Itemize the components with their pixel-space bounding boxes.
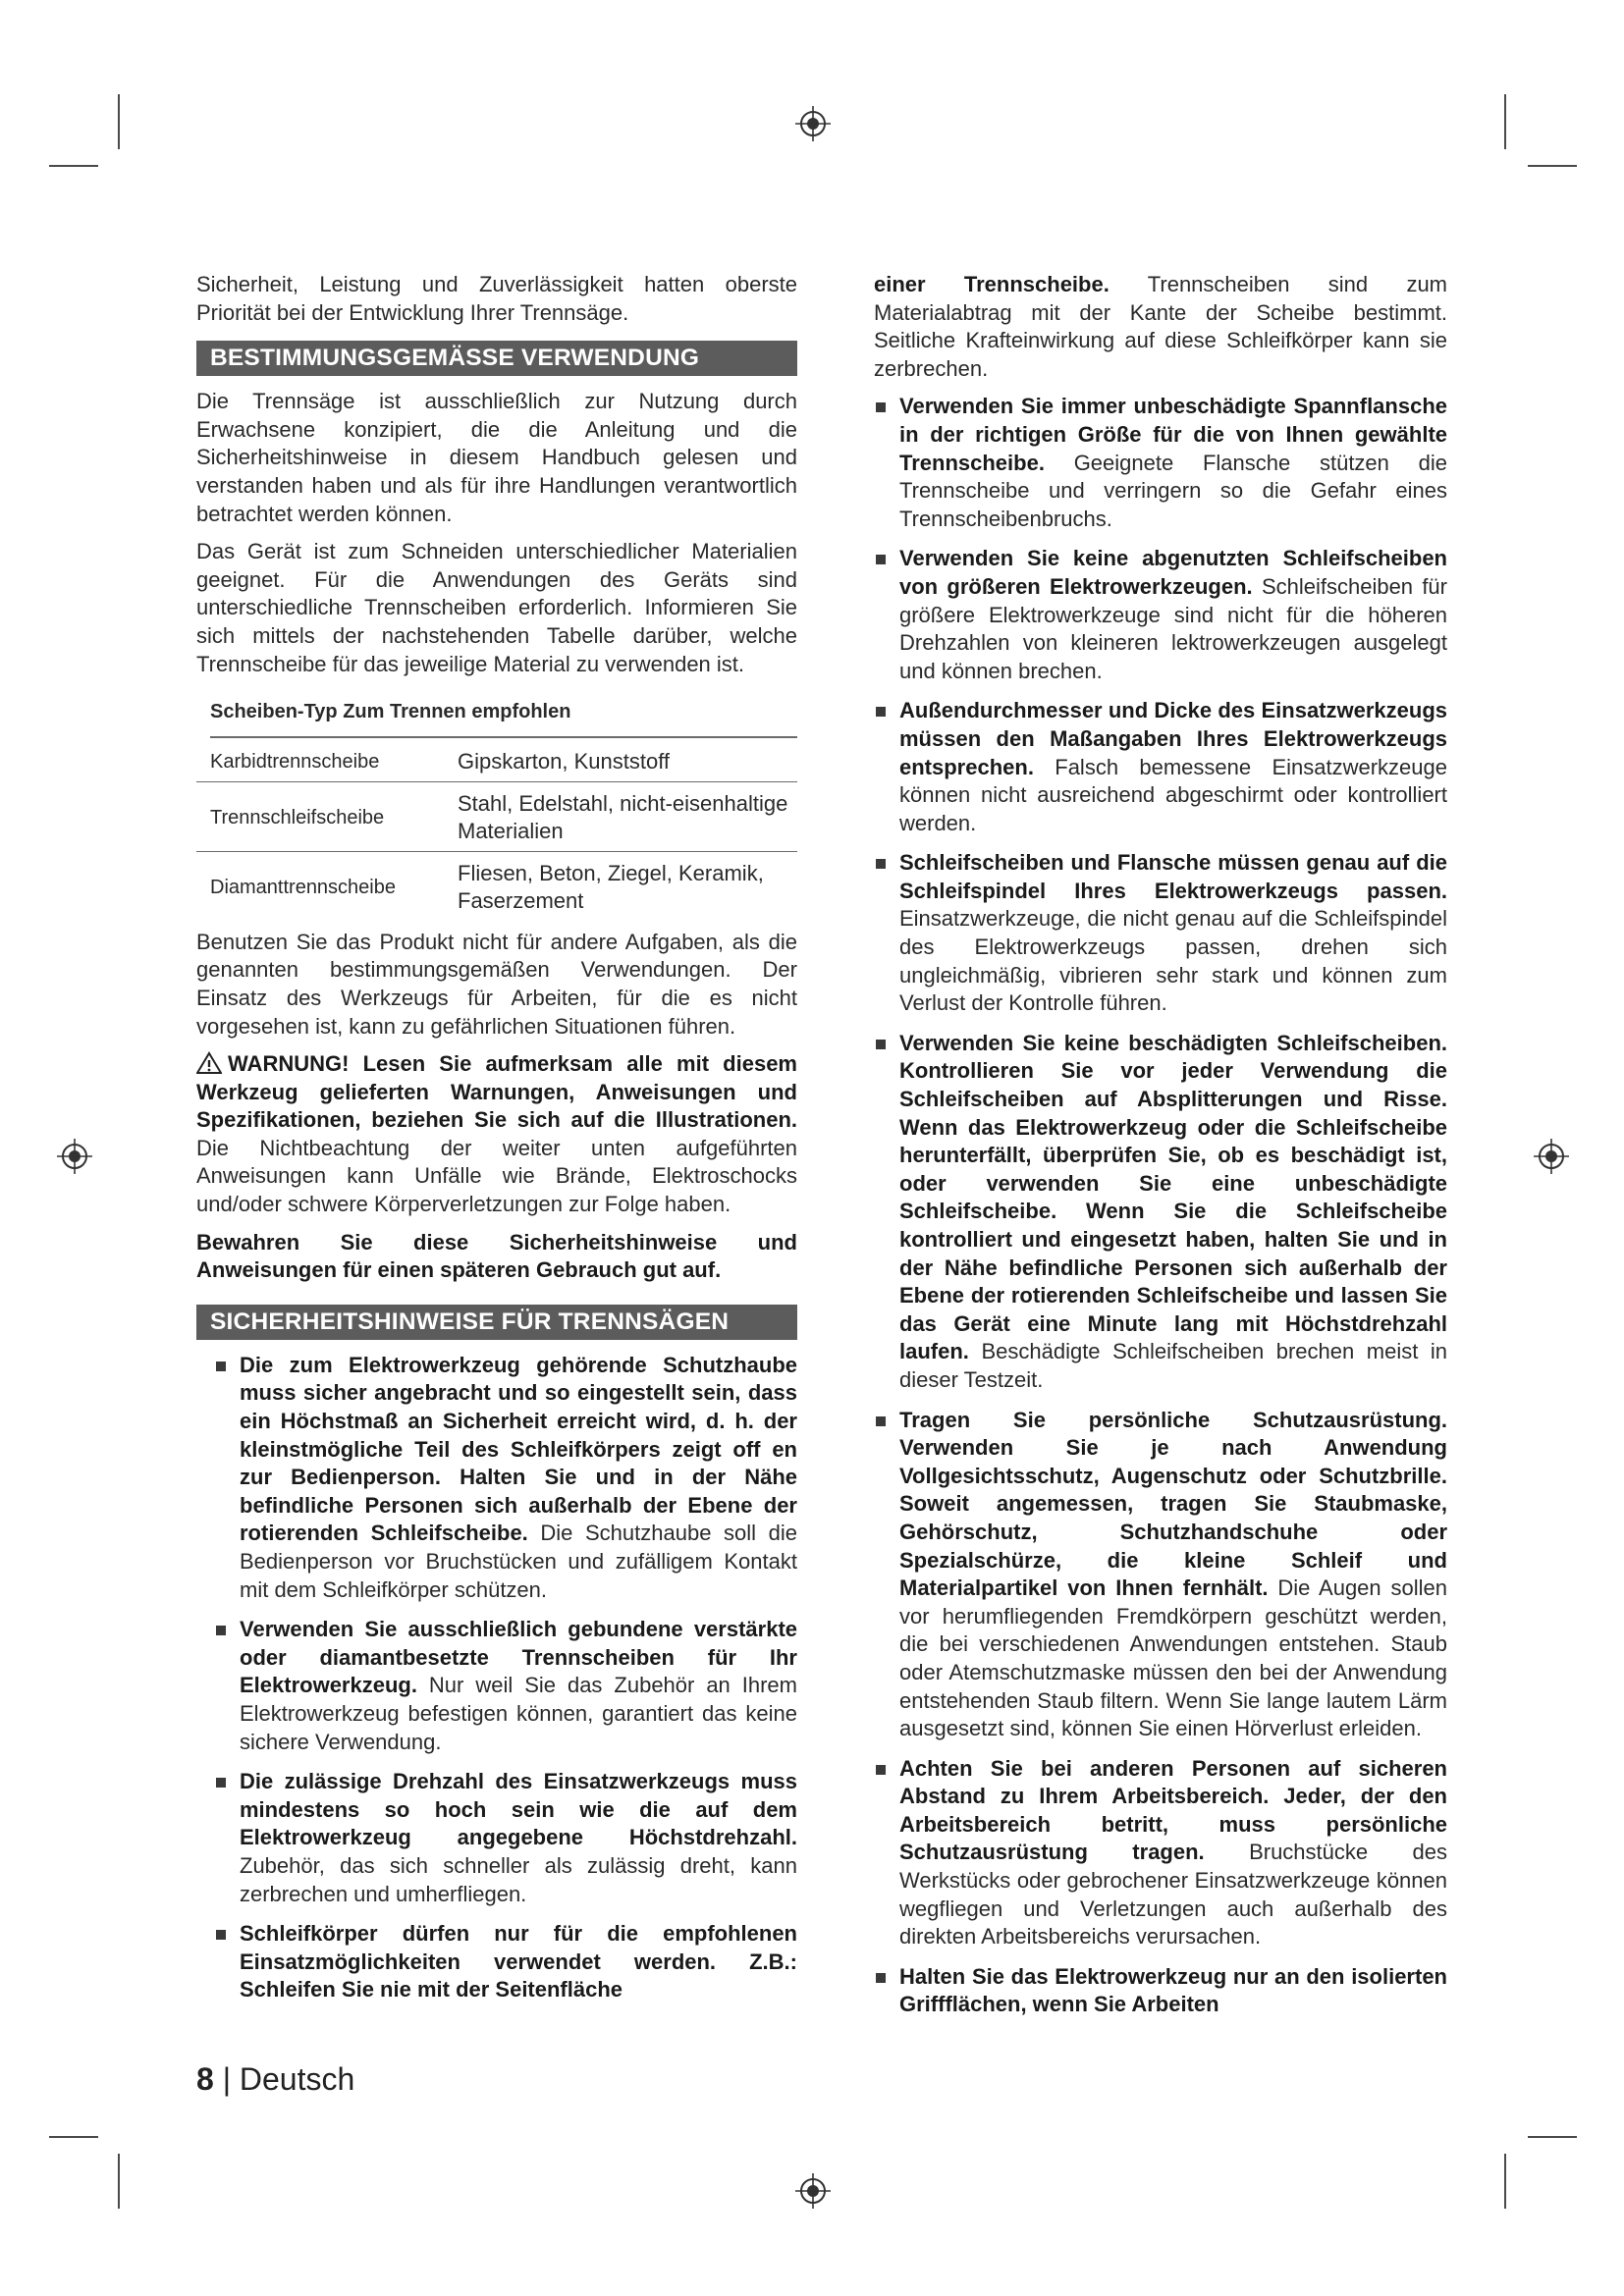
table-cell-disc: Trennschleifscheibe xyxy=(196,781,444,851)
bullet-square-icon xyxy=(876,402,886,412)
table-title: Scheiben-Typ Zum Trennen empfohlen xyxy=(210,698,797,738)
bullet-text: Schleifscheiben für größere Elektrowerkzeuge sind nicht für die höheren Drehzahlen von kleineren lektrowerkzeugen ausgelegt und können brechen. xyxy=(899,573,1447,683)
bullet-square-icon xyxy=(876,1765,886,1775)
bullet-text: Zubehör, das sich schneller als zulässig dreht, kann zerbrechen und umherfliegen. xyxy=(240,1852,797,1906)
table-cell-disc: Karbidtrennscheibe xyxy=(196,740,444,782)
bullet-bold: Tragen Sie persönliche Schutzausrüstung. Verwenden Sie je nach Anwendung Vollgesichtsschutz, Augenschutz oder Schutzbrille. Soweit angemessen, tragen Sie Staubmaske, Gehörschutz, Schutzhandschuhe oder Spezialschürze, die kleine Schleif und Materialpartikel von Ihnen fernhält. xyxy=(899,1407,1447,1601)
keep-instructions-bold: Bewahren Sie diese Sicherheitshinweise und Anweisungen für einen späteren Gebrauch gut auf. xyxy=(196,1229,797,1283)
table-row xyxy=(196,851,797,921)
bullet-bold: Achten Sie bei anderen Personen auf sicheren Abstand zu Ihrem Arbeitsbereich. Jeder, der den Arbeitsbereich betritt, muss persönliche Schutzausrüstung tragen. xyxy=(899,1755,1447,1865)
bullet-square-icon xyxy=(216,1778,226,1788)
disc-type-table xyxy=(196,740,797,921)
paragraph: Benutzen Sie das Produkt nicht für andere Aufgaben, als die genannten bestimmungsgemäßen Verwendungen. Der Einsatz des Werkzeugs für Arbeiten, für die es nicht vorgesehen ist, kann zu gefährlichen Situationen führen. xyxy=(196,929,797,1039)
list-item xyxy=(874,1963,1447,2019)
keep-instructions xyxy=(196,1229,797,1285)
bullet-text: Die Schutzhaube soll die Bedienperson vor Bruchstücken und zufälligem Kontakt mit dem Schleifkörper schützen. xyxy=(240,1521,797,1602)
bullet-text: Einsatzwerkzeuge, die nicht genau auf die Schleifspindel des Elektrowerkzeugs passen, drehen sich ungleichmäßig, vibrieren sehr stark und können zum Verlust der Kontrolle führen. xyxy=(899,906,1447,1016)
bullet-square-icon xyxy=(876,859,886,869)
bullet-text: Bruchstücke des Werkstücks oder gebrochener Einsatzwerkzeuge können wegfliegen und Verletzungen auch außerhalb des direkten Arbeitsbereichs verursachen. xyxy=(899,1840,1447,1949)
crop-mark xyxy=(1528,165,1577,167)
list-item xyxy=(214,1920,797,2004)
table-cell-material: Stahl, Edelstahl, nicht-eisenhaltige Materialien xyxy=(444,781,797,851)
bullet-square-icon xyxy=(216,1362,226,1371)
crop-mark xyxy=(1528,2136,1577,2138)
section-heading-safety: SICHERHEITSHINWEISE FÜR TRENNSÄGEN xyxy=(196,1305,797,1340)
bullet-text: Geeignete Flansche stützen die Trennscheibe und verringern so die Gefahr eines Trennscheibenbruchs. xyxy=(899,450,1447,531)
bullet-text: Nur weil Sie das Zubehör an Ihrem Elektrowerkzeug befestigen können, garantiert das keine sichere Verwendung. xyxy=(240,1673,797,1754)
warning-bold-text: WARNUNG! Lesen Sie aufmerksam alle mit diesem Werkzeug gelieferten Warnungen, Anweisungen und Spezifikationen, beziehen Sie sich auf die Illustrationen. xyxy=(196,1051,797,1133)
list-item xyxy=(214,1768,797,1908)
list-item xyxy=(214,1616,797,1756)
right-column xyxy=(874,271,1447,2031)
registration-mark-icon xyxy=(793,2171,833,2211)
bullet-bold: Schleifscheiben und Flansche müssen genau auf die Schleifspindel Ihres Elektrowerkzeugs passen. xyxy=(899,850,1447,903)
bullet-square-icon xyxy=(216,1626,226,1635)
table-row xyxy=(196,740,797,782)
crop-mark xyxy=(49,165,98,167)
registration-mark-icon xyxy=(55,1137,94,1176)
crop-mark xyxy=(1504,2154,1506,2209)
footer-language: Deutsch xyxy=(239,2061,355,2097)
bullet-text: Die Augen sollen vor herumfliegenden Fremdkörpern geschützt werden, die bei verschiedenen Anwendungen entstehen. Staub oder Atemschutzmaske müssen den bei der Anwendung entstehenden Staub filtern. Wenn Sie lange lautem Lärm ausgesetzt sind, können Sie einen Hörverlust erleiden. xyxy=(899,1575,1447,1741)
list-item xyxy=(874,1755,1447,1951)
paragraph: Das Gerät ist zum Schneiden unterschiedlicher Materialien geeignet. Für die Anwendungen des Geräts sind unterschiedliche Trennscheiben erforderlich. Informieren Sie sich mittels der nachstehenden Tabelle darüber, welche Trennscheibe für das jeweilige Material zu verwenden ist. xyxy=(196,539,797,676)
bullet-bold: Außendurchmesser und Dicke des Einsatzwerkzeugs müssen den Maßangaben Ihres Elektrowerkzeugs entsprechen. xyxy=(899,698,1447,779)
table-cell-disc: Diamanttrennscheibe xyxy=(210,876,396,898)
list-item xyxy=(874,545,1447,685)
bullet-bold: Die zulässige Drehzahl des Einsatzwerkzeugs muss mindestens so hoch sein wie die auf dem Elektrowerkzeug angegebene Höchstdrehzahl. xyxy=(240,1769,797,1850)
bullet-bold: Verwenden Sie keine beschädigten Schleifscheiben. Kontrollieren Sie vor jeder Verwendung die Schleifscheiben auf Absplitterungen und Risse. Wenn das Elektrowerkzeug oder die Schleifscheibe herunterfällt, überprüfen Sie, ob es beschädigt ist, oder verwenden Sie eine unbeschädigte Schleifscheibe. Wenn Sie die Schleifscheibe kontrolliert und eingesetzt haben, halten Sie und in der Nähe befindliche Personen sich außerhalb der Ebene der rotierenden Schleifscheibe und lassen Sie das Gerät eine Minute lang mit Höchstdrehzahl laufen. xyxy=(899,1030,1447,1364)
registration-mark-icon xyxy=(793,104,833,143)
section-heading-intended-use: BESTIMMUNGSGEMÄSSE VERWENDUNG xyxy=(196,341,797,376)
list-item xyxy=(874,849,1447,1018)
warning-text: Die Nichtbeachtung der weiter unten aufgeführten Anweisungen kann Unfälle wie Brände, Elektroschocks und/oder schwere Körperverletzungen zur Folge haben. xyxy=(196,1135,797,1217)
bullet-bold: Verwenden Sie keine abgenutzten Schleifscheiben von größeren Elektrowerkzeugen. xyxy=(899,546,1447,599)
table-cell-material: Gipskarton, Kunststoff xyxy=(444,740,797,782)
list-item xyxy=(874,393,1447,533)
bullet-bold: Verwenden Sie ausschließlich gebundene verstärkte oder diamantbesetzte Trennscheiben für Ihr Elektrowerkzeug. xyxy=(240,1617,797,1698)
bullet-bold: Verwenden Sie immer unbeschädigte Spannflansche in der richtigen Größe für die von Ihnen gewählte Trennscheibe. xyxy=(899,394,1447,475)
table-row xyxy=(196,781,797,851)
bullet-bold: Halten Sie das Elektrowerkzeug nur an den isolierten Griffflächen, wenn Sie Arbeiten xyxy=(899,1963,1447,2017)
page-number: 8 xyxy=(196,2061,214,2097)
crop-mark xyxy=(118,94,120,149)
bullet-square-icon xyxy=(876,1973,886,1983)
left-column xyxy=(196,271,797,2016)
page-footer xyxy=(196,2061,354,2098)
bullet-square-icon xyxy=(876,707,886,717)
list-item xyxy=(874,1407,1447,1743)
bullet-bold: Die zum Elektrowerkzeug gehörende Schutzhaube muss sicher angebracht und so eingestellt sein, dass ein Höchstmaß an Sicherheit erreicht wird, d. h. der kleinstmögliche Teil des Schleifkörpers zeigt off en zur Bedienperson. Halten Sie und in der Nähe befindliche Personen sich außerhalb der Ebene der rotierenden Schleifscheibe. xyxy=(240,1352,797,1546)
bullet-text: Beschädigte Schleifscheiben brechen meist in dieser Testzeit. xyxy=(899,1339,1447,1392)
list-item xyxy=(874,1030,1447,1395)
bullet-square-icon xyxy=(876,555,886,564)
bullet-square-icon xyxy=(216,1930,226,1940)
bullet-bold: Schleifkörper dürfen nur für die empfohlenen Einsatzmöglichkeiten verwendet werden. Z.B.: Schleifen Sie nie mit der Seitenfläche xyxy=(240,1921,797,2002)
warning-triangle-icon xyxy=(196,1051,222,1075)
paragraph: Die Trennsäge ist ausschließlich zur Nutzung durch Erwachsene konzipiert, die die Anleitung und die Sicherheitshinweise in diesem Handbuch gelesen und verstanden haben und als für ihre Handlungen verantwortlich betrachtet werden können. xyxy=(196,389,797,526)
intro-paragraph: Sicherheit, Leistung und Zuverlässigkeit hatten oberste Priorität bei der Entwicklung Ihrer Trennsäge. xyxy=(196,272,797,325)
table-cell-material: Fliesen, Beton, Ziegel, Keramik, Faserzement xyxy=(458,860,764,913)
warning-paragraph xyxy=(196,1050,797,1219)
crop-mark xyxy=(49,2136,98,2138)
crop-mark xyxy=(118,2154,120,2209)
bullet-text: Falsch bemessene Einsatzwerkzeuge können nicht ausreichend abgeschirmt oder kontrolliert werden. xyxy=(899,754,1447,835)
continuation-bold: einer Trennscheibe. xyxy=(874,272,1110,296)
registration-mark-icon xyxy=(1532,1137,1571,1176)
bullet-square-icon xyxy=(876,1416,886,1426)
continuation-text: Trennscheiben sind zum Materialabtrag mit der Kante der Scheibe bestimmt. Seitliche Krafteinwirkung auf diese Schleifkörper kann sie zerbrechen. xyxy=(874,272,1448,381)
footer-separator: | xyxy=(213,2061,240,2097)
bullet-square-icon xyxy=(876,1040,886,1049)
list-item xyxy=(874,697,1447,837)
crop-mark xyxy=(1504,94,1506,149)
continuation-paragraph xyxy=(874,271,1447,383)
list-item xyxy=(214,1352,797,1604)
